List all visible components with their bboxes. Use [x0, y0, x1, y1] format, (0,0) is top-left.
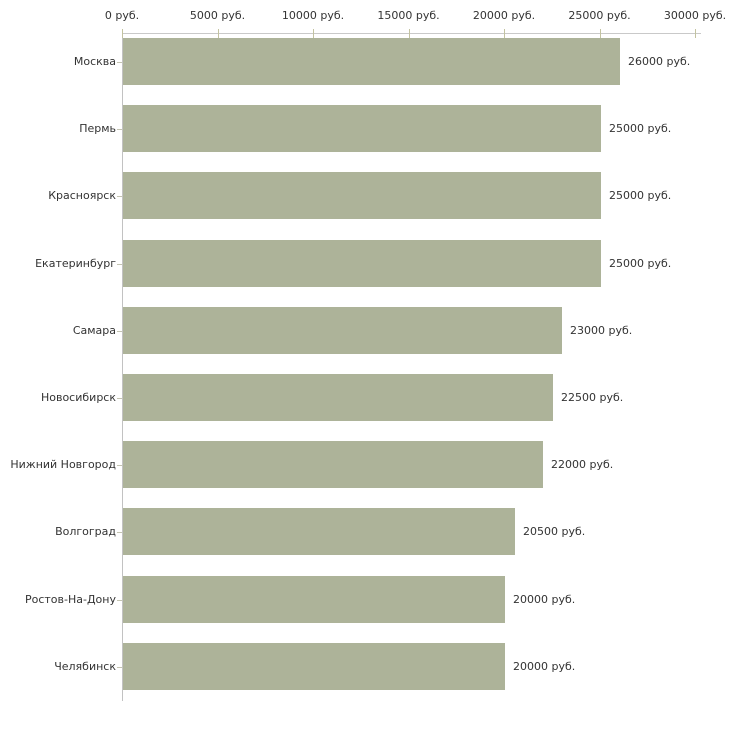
bar [123, 172, 601, 219]
x-axis-tick-mark [695, 29, 696, 38]
x-axis-tick-label: 5000 руб. [189, 9, 246, 22]
bar [123, 240, 601, 287]
value-label: 20000 руб. [513, 659, 576, 673]
category-label: Ростов-На-Дону [24, 592, 116, 606]
category-tick-mark [117, 667, 122, 668]
bar [123, 374, 553, 421]
x-axis-tick-label: 10000 руб. [281, 9, 345, 22]
bar [123, 38, 620, 85]
category-label: Новосибирск [40, 390, 116, 404]
category-label: Самара [72, 323, 116, 337]
x-axis-tick-mark [409, 29, 410, 38]
bar [123, 307, 562, 354]
x-axis-tick-mark [504, 29, 505, 38]
x-axis-tick-label: 0 руб. [104, 9, 140, 22]
category-tick-mark [117, 264, 122, 265]
category-label: Пермь [79, 121, 116, 135]
category-label: Екатеринбург [35, 256, 116, 270]
x-axis-tick-label: 20000 руб. [472, 9, 536, 22]
category-label: Красноярск [48, 188, 116, 202]
category-tick-mark [117, 62, 122, 63]
category-tick-mark [117, 532, 122, 533]
x-axis-tick-mark [122, 29, 123, 38]
value-label: 22500 руб. [561, 390, 624, 404]
bar [123, 576, 505, 623]
value-label: 20500 руб. [523, 524, 586, 538]
value-label: 25000 руб. [609, 121, 672, 135]
bar [123, 105, 601, 152]
category-tick-mark [117, 398, 122, 399]
x-axis-line [122, 33, 701, 34]
category-label: Волгоград [55, 524, 116, 538]
category-tick-mark [117, 331, 122, 332]
value-label: 20000 руб. [513, 592, 576, 606]
value-label: 25000 руб. [609, 188, 672, 202]
category-label: Нижний Новгород [10, 457, 116, 471]
category-tick-mark [117, 129, 122, 130]
x-axis-tick-mark [218, 29, 219, 38]
value-label: 22000 руб. [551, 457, 614, 471]
bar [123, 643, 505, 690]
value-label: 26000 руб. [628, 54, 691, 68]
value-label: 25000 руб. [609, 256, 672, 270]
category-tick-mark [117, 196, 122, 197]
x-axis-tick-mark [313, 29, 314, 38]
x-axis-tick-label: 30000 руб. [663, 9, 727, 22]
category-label: Москва [73, 54, 116, 68]
category-tick-mark [117, 465, 122, 466]
x-axis-tick-label: 25000 руб. [568, 9, 631, 22]
category-tick-mark [117, 600, 122, 601]
bar [123, 441, 543, 488]
category-label: Челябинск [54, 659, 116, 673]
value-label: 23000 руб. [570, 323, 633, 337]
x-axis-tick-label: 15000 руб. [377, 9, 440, 22]
x-axis-tick-mark [600, 29, 601, 38]
bar [123, 508, 515, 555]
